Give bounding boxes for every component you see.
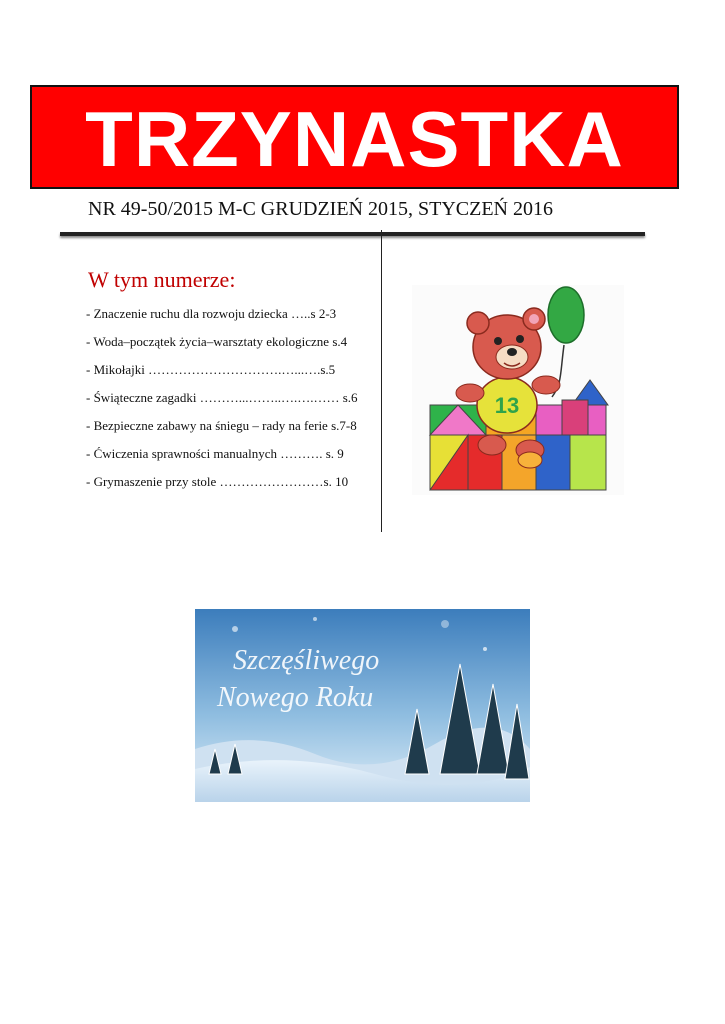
column-divider [381, 230, 382, 532]
card-greeting-line1: Szczęśliwego [233, 645, 380, 676]
toc-item: - Ćwiczenia sprawności manualnych ………. s. 9 [86, 446, 344, 461]
bear-shirt-number: 13 [494, 393, 520, 418]
toc-item: - Woda–początek życia–warsztaty ekologiczne s.4 [86, 334, 348, 349]
toc-item: - Świąteczne zagadki ………...……..….….…… s.6 [86, 390, 358, 405]
issue-number-line: NR 49-50/2015 M-C GRUDZIEŃ 2015, STYCZEŃ 2016 [88, 198, 553, 220]
toc-item: - Bezpieczne zabawy na śniegu – rady na ferie s.7-8 [86, 418, 357, 433]
toc-item: - Znaczenie ruchu dla rozwoju dziecka …..s 2-3 [86, 306, 337, 321]
bear-logo-illustration [412, 285, 624, 495]
toc-item: - Mikołajki ………………………….…...….s.5 [86, 362, 336, 377]
masthead-title: TRZYNASTKA [85, 95, 624, 183]
toc-heading: W tym numerze: [88, 267, 236, 292]
card-greeting-line2: Nowego Roku [217, 682, 374, 713]
table-of-contents [86, 305, 358, 501]
header-divider [60, 232, 645, 236]
masthead-banner [30, 85, 679, 189]
new-year-card-image [195, 609, 530, 802]
toc-item: - Grymaszenie przy stole ……………………s. 10 [86, 474, 349, 489]
